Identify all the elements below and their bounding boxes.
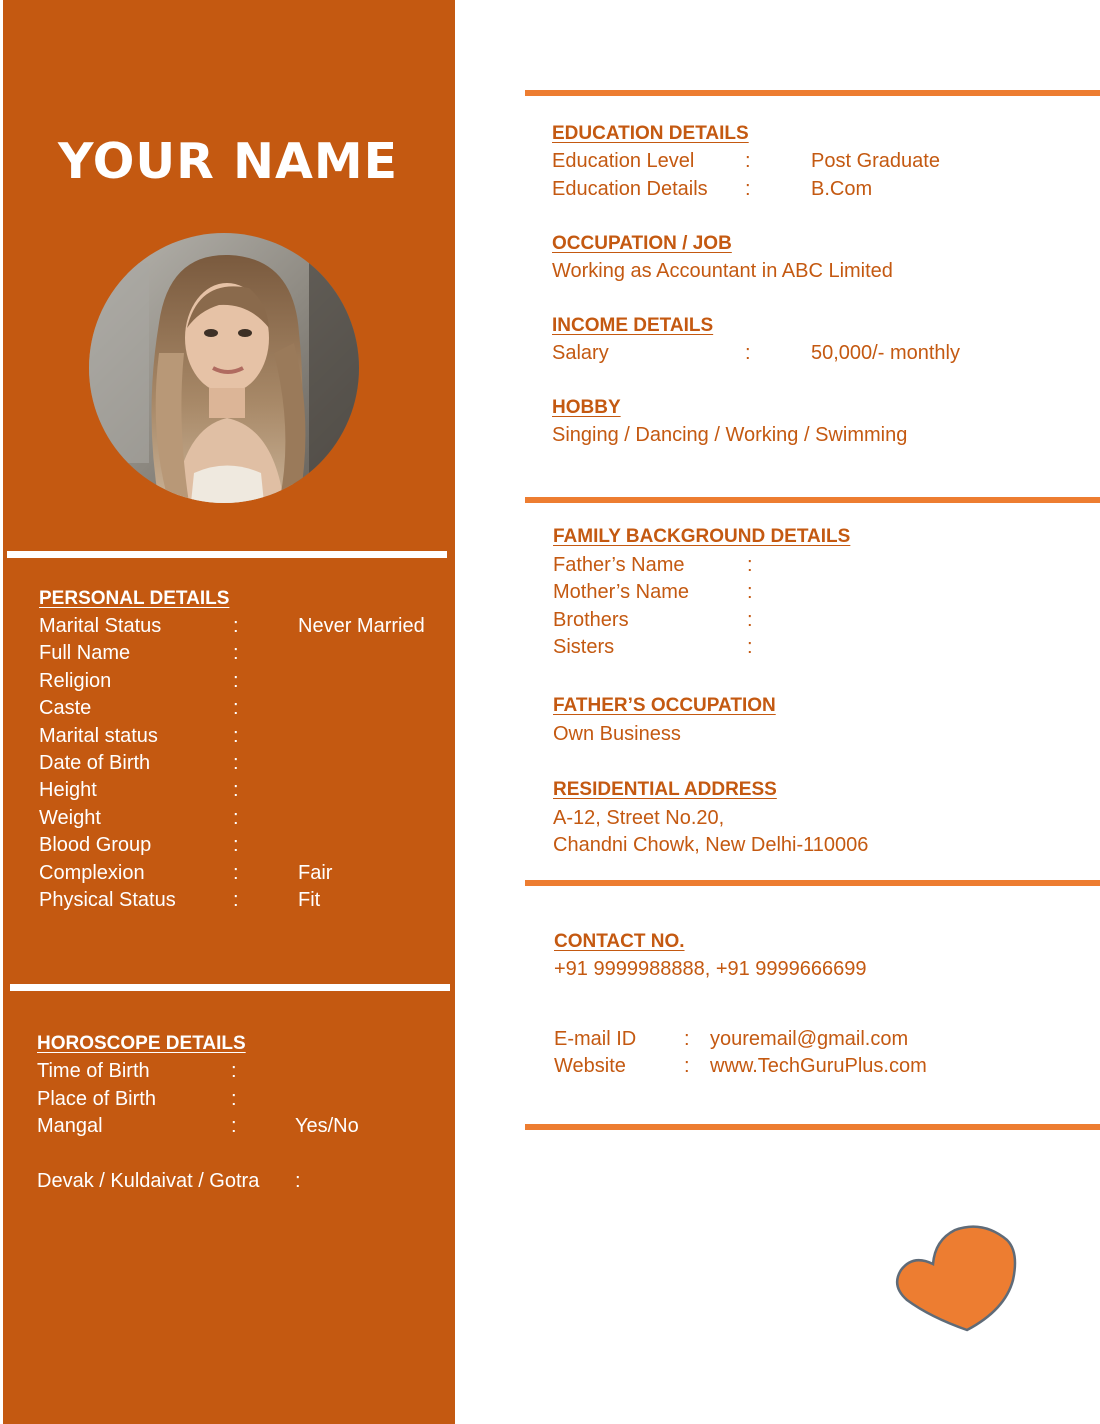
website-separator: :: [684, 1055, 690, 1077]
father-occupation-heading: FATHER’S OCCUPATION: [553, 695, 776, 716]
personal-row-label: Height: [39, 779, 97, 802]
personal-row-label: Full Name: [39, 642, 131, 665]
income-value: 50,000/- monthly: [811, 342, 960, 364]
divider: [525, 880, 1100, 886]
personal-row-label: Weight: [39, 806, 101, 829]
personal-row-label: Marital Status: [39, 615, 162, 637]
personal-details-heading: PERSONAL DETAILS: [39, 588, 230, 609]
horoscope-row-label: Mangal: [37, 1115, 103, 1137]
personal-row-separator: :: [233, 834, 239, 857]
personal-row-label: Caste: [39, 697, 92, 720]
horoscope-row-separator: :: [231, 1115, 237, 1137]
education-row-value: Post Graduate: [811, 150, 940, 172]
website-label: Website: [554, 1055, 626, 1077]
occupation-text: Working as Accountant in ABC Limited: [552, 260, 893, 282]
email-label: E-mail ID: [554, 1028, 637, 1050]
personal-row-label: Marital status: [39, 724, 158, 747]
family-row-label: Sisters: [553, 636, 615, 659]
family-row-label: Mother’s Name: [553, 581, 689, 604]
personal-row-value: Fit: [298, 889, 321, 911]
phone-numbers: +91 9999988888, +91 9999666699: [554, 958, 867, 980]
personal-row-separator: :: [233, 861, 239, 884]
income-label: Salary: [552, 342, 609, 364]
horoscope-row-label: Place of Birth: [37, 1087, 156, 1110]
email-separator: :: [684, 1028, 690, 1050]
personal-row-separator: :: [233, 724, 239, 747]
residential-address-heading: RESIDENTIAL ADDRESS: [553, 779, 777, 800]
income-separator: :: [745, 342, 751, 364]
personal-row-separator: :: [233, 779, 239, 802]
personal-row-label: Complexion: [39, 861, 145, 884]
divider: [525, 1124, 1100, 1130]
personal-row-separator: :: [233, 615, 239, 637]
gotra-separator: :: [295, 1170, 301, 1192]
horoscope-row-separator: :: [231, 1060, 237, 1082]
personal-row-label: Physical Status: [39, 889, 176, 911]
personal-row-separator: :: [233, 752, 239, 774]
address-line: A-12, Street No.20,: [553, 807, 725, 829]
website-value[interactable]: www.TechGuruPlus.com: [710, 1055, 927, 1077]
family-row-separator: :: [747, 581, 753, 604]
horoscope-row-value: Yes/No: [295, 1115, 359, 1137]
family-row-separator: :: [747, 608, 753, 631]
family-row-label: Father’s Name: [553, 554, 685, 576]
personal-row-value: Never Married: [298, 615, 425, 637]
family-background-heading: FAMILY BACKGROUND DETAILS: [553, 526, 851, 547]
hobby-heading: HOBBY: [552, 397, 621, 418]
profile-photo: [89, 233, 359, 503]
personal-row-label: Date of Birth: [39, 752, 151, 774]
personal-row-value: Fair: [298, 861, 333, 884]
divider: [525, 497, 1100, 503]
horoscope-row-label: Time of Birth: [37, 1060, 150, 1082]
education-row-separator: :: [745, 150, 751, 172]
family-row-separator: :: [747, 554, 753, 576]
horoscope-details-heading: HOROSCOPE DETAILS: [37, 1033, 246, 1054]
horoscope-row-separator: :: [231, 1087, 237, 1110]
father-occupation-text: Own Business: [553, 723, 681, 745]
page-title: YOUR NAME: [58, 133, 399, 190]
occupation-heading: OCCUPATION / JOB: [552, 233, 732, 254]
family-row-label: Brothers: [553, 608, 629, 631]
contact-heading: CONTACT NO.: [554, 931, 685, 952]
divider: [7, 551, 447, 558]
divider: [525, 90, 1100, 96]
education-details-heading: EDUCATION DETAILS: [552, 123, 749, 144]
education-row-label: Education Details: [552, 177, 708, 200]
personal-row-separator: :: [233, 697, 239, 720]
address-line: Chandni Chowk, New Delhi-110006: [553, 834, 869, 856]
income-details-heading: INCOME DETAILS: [552, 315, 714, 336]
family-row-separator: :: [747, 636, 753, 659]
education-row-label: Education Level: [552, 150, 695, 172]
personal-row-separator: :: [233, 642, 239, 665]
personal-row-separator: :: [233, 669, 239, 692]
email-value[interactable]: youremail@gmail.com: [710, 1028, 909, 1050]
heart-icon: [895, 1222, 1020, 1342]
gotra-label: Devak / Kuldaivat / Gotra: [37, 1170, 260, 1192]
education-row-value: B.Com: [811, 177, 873, 200]
divider: [10, 984, 450, 991]
personal-row-separator: :: [233, 806, 239, 829]
personal-row-label: Religion: [39, 669, 112, 692]
personal-row-label: Blood Group: [39, 834, 152, 857]
hobby-text: Singing / Dancing / Working / Swimming: [552, 424, 908, 446]
education-row-separator: :: [745, 177, 751, 200]
personal-row-separator: :: [233, 889, 239, 911]
